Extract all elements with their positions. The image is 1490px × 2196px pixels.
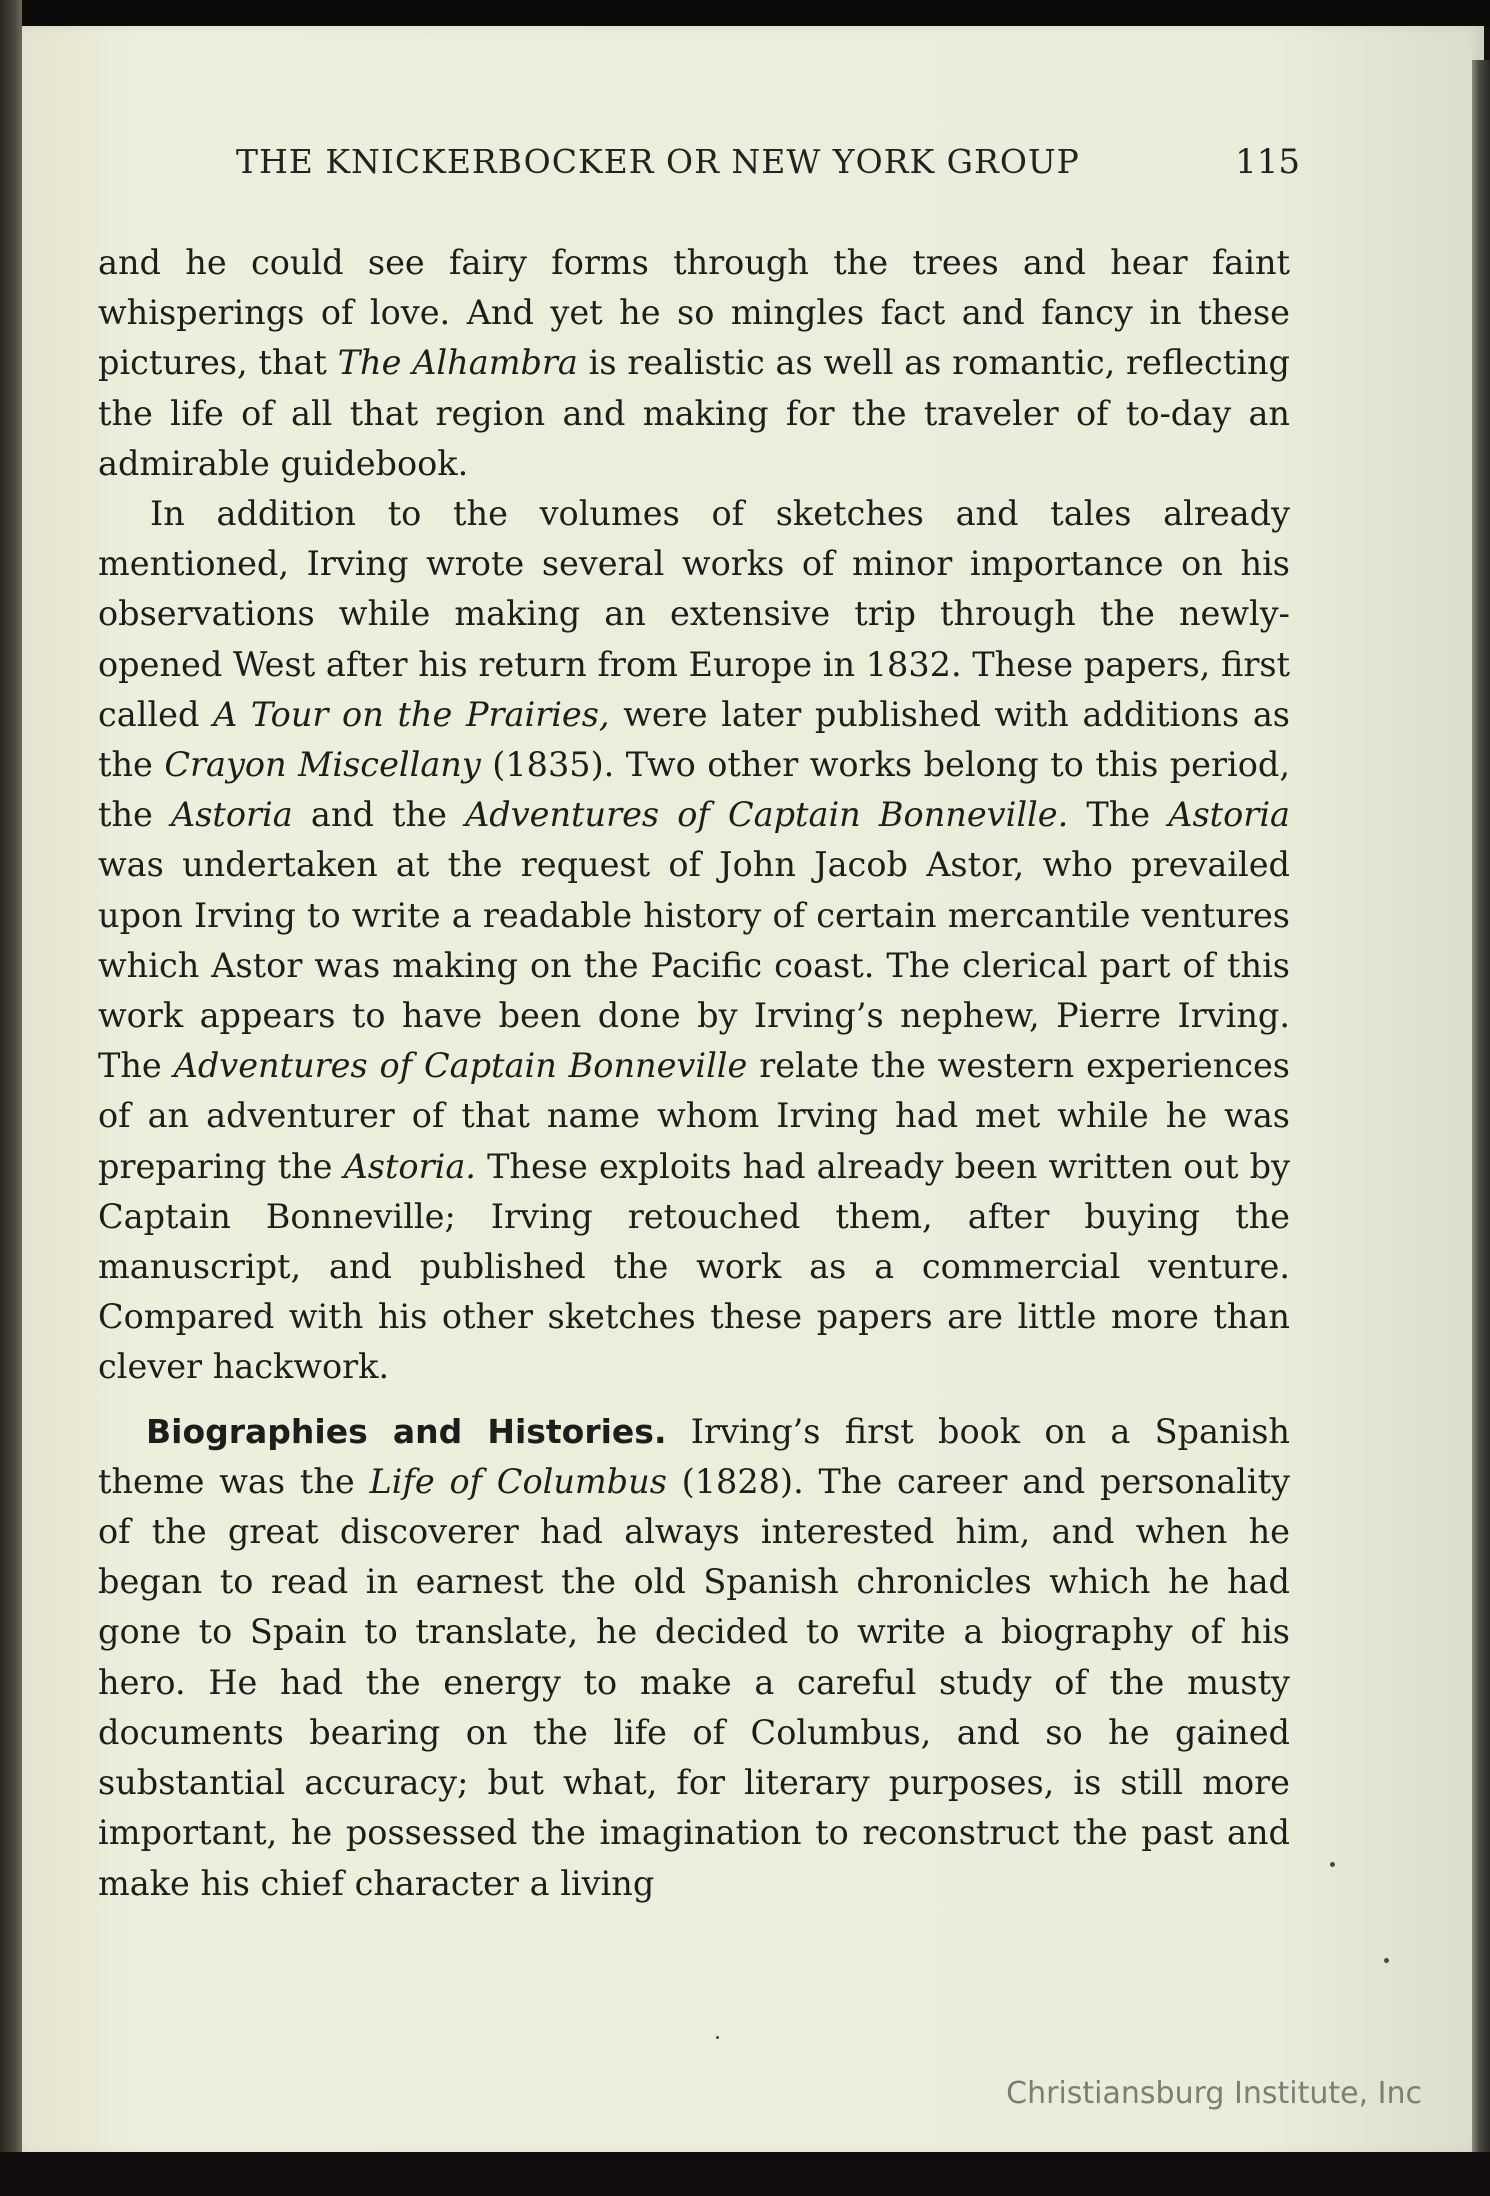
title-adventures-bonneville: Adventures of Captain Bonneville [173, 1046, 748, 1086]
title-tour-on-the-prairies: A Tour on the Prairies, [213, 694, 610, 734]
paper-speck [716, 2036, 719, 2039]
section-heading: Biographies and Histories. [146, 1411, 667, 1451]
title-adventures-bonneville: Adventures of Captain Bonneville. [465, 795, 1069, 835]
page-body [98, 238, 1290, 1909]
running-header [236, 142, 1300, 188]
paper-speck [1384, 1958, 1389, 1963]
title-astoria: Astoria. [343, 1146, 476, 1186]
title-the-alhambra: The Alhambra [337, 343, 578, 383]
page-stack-edge [1472, 60, 1490, 2180]
page-number: 115 [1235, 142, 1300, 182]
title-life-of-columbus: Life of Columbus [369, 1461, 667, 1501]
title-crayon-miscellany: Crayon Miscellany [164, 745, 481, 785]
paper-speck [1330, 1862, 1335, 1867]
title-astoria: Astoria [1168, 795, 1291, 835]
book-spine-edge [0, 0, 22, 2196]
running-title: THE KNICKERBOCKER OR NEW YORK GROUP [236, 142, 1080, 181]
paragraph-minor-works: In addition to the volumes of sketches and tales already mentioned, Irving wrote several works of minor importance on his observations while making an extensive trip through the newly-opened West after his return from Europe in 1832. These papers, first called A Tour on the Prairies, were later published with additions as the Crayon Miscellany (1835). Two other works belong to this period, the Astoria and the Adventures of Captain Bonneville. The Astoria was undertaken at the request of John Jacob Astor, who prevailed upon Irving to write a readable history of certain mercantile ventures which Astor was making on the Pacific coast. The clerical part of this work appears to have been done by Irving’s nephew, Pierre Irving. The Adventures of Captain Bonneville relate the western experiences of an adventurer of that name whom Irving had met while he was preparing the Astoria. These exploits had already been written out by Captain Bonneville; Irving retouched them, after buying the manuscript, and published the work as a commercial venture. Compared with his other sketches these papers are little more than clever hackwork. [98, 494, 1291, 1387]
scan-top-border [0, 0, 1490, 28]
paragraph-biographies: Biographies and Histories. Irving’s first book on a Spanish theme was the Life of Columbus (1828). The career and personality of the great discoverer had always interested him, and when he began to read in earnest the old Spanish chronicles which he had gone to Spain to translate, he decided to write a biography of his hero. He had the energy to make a careful study of the musty documents bearing on the life of Columbus, and so he gained substantial accuracy; but what, for literary purposes, is still more important, he possessed the imagination to reconstruct the past and make his chief character a living [98, 1411, 1291, 1903]
scan-bottom-border [0, 2152, 1490, 2196]
paragraph-alhambra: and he could see fairy forms through the trees and hear faint whisperings of love. And yet he so mingles fact and fancy in these pictures, that The Alhambra is realistic as well as romantic, reflecting the life of all that region and making for the traveler of to-day an admirable guidebook. [98, 243, 1290, 483]
title-astoria: Astoria [171, 795, 293, 835]
watermark: Christiansburg Institute, Inc [1006, 2076, 1422, 2111]
